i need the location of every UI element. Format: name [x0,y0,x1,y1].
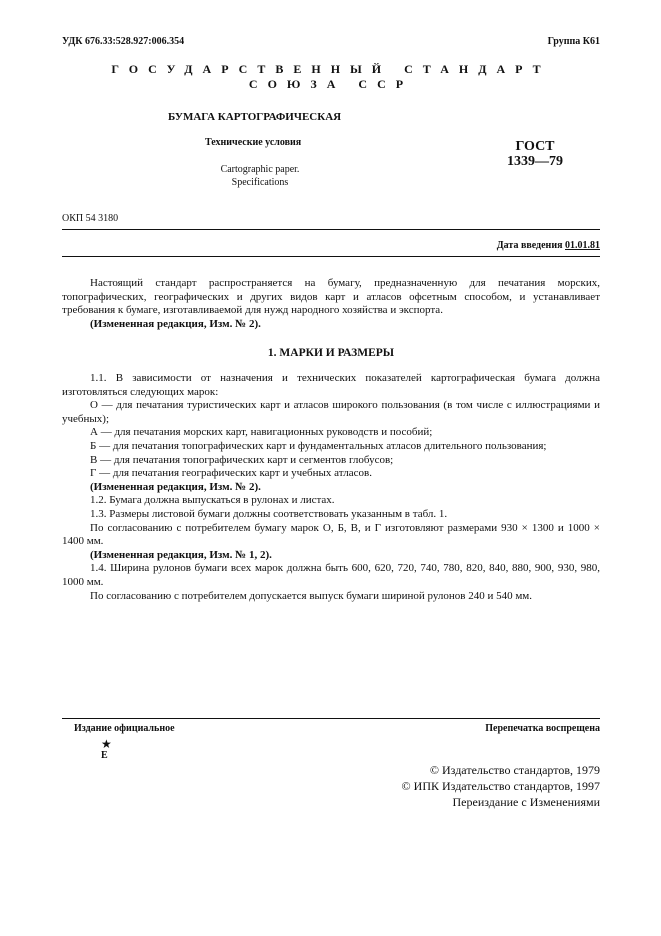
reprint-prohibited: Перепечатка воспрещена [485,723,600,734]
intro-date-label: Дата введения [496,240,563,251]
clause-1-4-note: По согласованию с потребителем допускается выпуск бумаги шириной рулонов 240 и 540 мм. [90,589,533,602]
header-divider [62,229,600,230]
section1-body [62,372,600,603]
english-title-line2: Specifications [231,177,289,188]
copyright-1979: © Издательство стандартов, 1979 [429,763,600,777]
udk-code: УДК 676.33:528.927:006.354 [62,36,185,47]
english-title [190,163,330,189]
official-edition: Издание официальное [74,723,175,734]
edition-letter: Е [101,750,108,761]
intro-block [62,277,600,331]
intro-amendment: (Измененная редакция, Изм. № 2). [90,317,261,330]
gost-number: 1339—79 [507,154,563,169]
intro-date-value: 01.01.81 [565,240,600,251]
intro-date [497,240,600,251]
grade-b: Б — для печатания топографических карт и фундаментальных атласов длительного пользования; [90,439,547,452]
date-divider [62,256,600,257]
grade-g: Г — для печатания географических карт и учебных атласов. [90,467,372,480]
clause-1-3-note: По согласованию с потребителем бумагу марок О, Б, В, и Г изготовляют размерами 930 × 1300 и 1000 × 1400 мм. [62,521,600,548]
footer-divider [62,718,600,719]
grade-o: О — для печатания туристических карт и атласов широкого пользования (в том числе с иллюстрациями и учебных); [62,399,600,425]
amendment-1: (Измененная редакция, Изм. № 2). [90,480,261,493]
group-code: Группа К61 [547,36,600,47]
gost-label: ГОСТ [515,139,555,154]
reissue-note: Переиздание с Изменениями [452,795,600,809]
grade-v: В — для печатания топографических карт и сегментов глобусов; [90,453,394,466]
state-standard-heading: ГОСУДАРСТВЕННЫЙ СТАНДАРТ СОЮЗА ССР [111,62,551,91]
clause-1-2: 1.2. Бумага должна выпускаться в рулонах и листах. [90,494,335,507]
document-subtitle: Технические условия [205,137,302,148]
document-title: БУМАГА КАРТОГРАФИЧЕСКАЯ [168,111,342,123]
section-heading: 1. МАРКИ И РАЗМЕРЫ [267,347,395,359]
gost-designation [480,139,590,169]
okp-code: ОКП 54 3180 [62,213,119,224]
star-icon: ★ [101,737,112,751]
clause-1-3: 1.3. Размеры листовой бумаги должны соответствовать указанным в табл. 1. [90,507,448,520]
amendment-2: (Измененная редакция, Изм. № 1, 2). [90,548,272,561]
copyright-1997: © ИПК Издательство стандартов, 1997 [401,779,600,793]
intro-paragraph: Настоящий стандарт распространяется на бумагу, предназначенную для печатания морских, топографических, географических и других видов карт и атласов офсетным способом, и устанавливает требования к бумаге, изготавливаемой для нужд народного хозяйства и экспорта. [62,277,600,317]
clause-1-1: 1.1. В зависимости от назначения и технических показателей картографическая бумага должна изготовляться следующих марок: [62,372,600,398]
clause-1-4: 1.4. Ширина рулонов бумаги всех марок должна быть 600, 620, 720, 740, 780, 820, 840, 880, 900, 930, 980, 1000 мм. [62,562,600,588]
grade-a: А — для печатания морских карт, навигационных руководств и пособий; [90,426,433,439]
english-title-line1: Cartographic paper. [220,164,300,175]
